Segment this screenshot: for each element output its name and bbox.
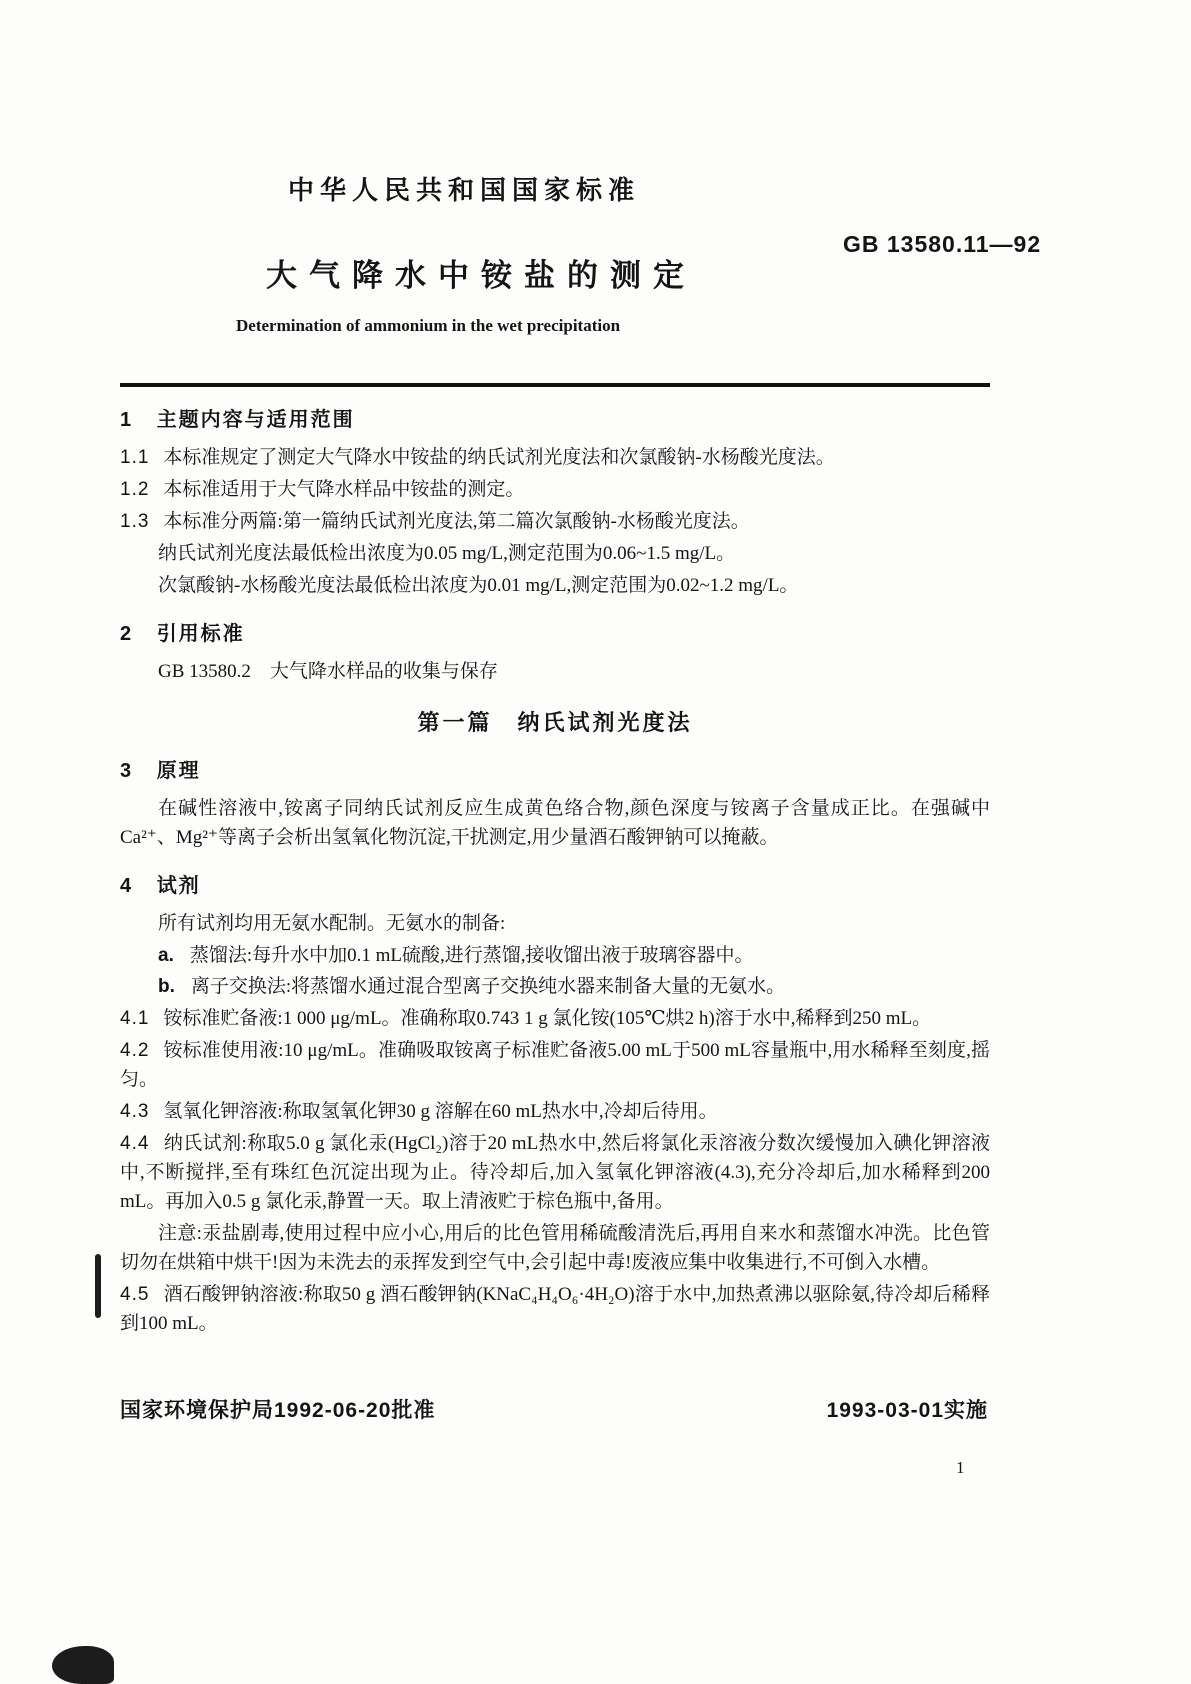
clause-text: 本标准规定了测定大气降水中铵盐的纳氏试剂光度法和次氯酸钠-水杨酸光度法。: [163, 447, 835, 468]
clause-number: 4.5: [120, 1284, 150, 1305]
page-number: 1: [956, 1458, 965, 1477]
clause-text: 铵标准使用液:10 μg/mL。准确吸取铵离子标准贮备液5.00 mL于500 mL容量瓶中,用水稀释至刻度,摇匀。: [120, 1040, 990, 1090]
clause-1-2: [120, 475, 990, 504]
section-2-number: 2: [120, 623, 132, 645]
document-body: [120, 406, 990, 1341]
clause-text: 纳氏试剂:称取5.0 g 氯化汞(HgCl₂)溶于20 mL热水中,然后将氯化汞溶液分数次缓慢加入碘化钾溶液中,不断搅拌,至有珠红色沉淀出现为止。待冷却后,加入氢氧化钾溶液(4.3),充分冷却后,加水稀释到200 mL。再加入0.5 g 氯化汞,静置一天。取上清液贮于棕色瓶中,备用。: [120, 1133, 990, 1212]
section-4-title: 试剂: [156, 875, 201, 897]
header-divider: [120, 383, 990, 387]
approval-authority-date: 国家环境保护局1992-06-20批准: [120, 1399, 436, 1422]
section-4-heading: [120, 872, 990, 901]
clause-number: 1.3: [120, 511, 150, 532]
clause-number: 1.2: [120, 479, 150, 500]
scan-artifact: [52, 1646, 114, 1684]
clause-text: 酒石酸钾钠溶液:称取50 g 酒石酸钾钠(KNaC₄H₄O₆·4H₂O)溶于水中,加热煮沸以驱除氨,待冷却后稀释到100 mL。: [120, 1284, 990, 1334]
method-label: a.: [158, 945, 174, 966]
clause-number: 4.3: [120, 1101, 150, 1122]
reagents-intro: 所有试剂均用无氨水配制。无氨水的制备:: [158, 913, 506, 934]
clause-text: 本标准适用于大气降水样品中铵盐的测定。: [163, 479, 525, 500]
clause-number: 1.1: [120, 447, 150, 468]
document-title-chinese: 大气降水中铵盐的测定: [266, 258, 696, 293]
scan-artifact: [95, 1254, 101, 1318]
clause-4-1: [120, 1004, 990, 1033]
clause-1-1: [120, 443, 990, 472]
standard-type-label: 中华人民共和国国家标准: [288, 175, 641, 205]
implementation-date: 1993-03-01实施: [826, 1399, 988, 1422]
clause-4-3: [120, 1097, 990, 1126]
section-1-heading: [120, 406, 990, 435]
section-2-title: 引用标准: [156, 623, 245, 645]
referenced-standard: GB 13580.2 大气降水样品的收集与保存: [158, 661, 498, 682]
section-3-title: 原理: [156, 760, 201, 782]
clause-text: 铵标准贮备液:1 000 μg/mL。准确称取0.743 1 g 氯化铵(105℃烘2 h)溶于水中,稀释到250 mL。: [163, 1008, 932, 1029]
clause-1-3: [120, 507, 990, 536]
principle-paragraph: 在碱性溶液中,铵离子同纳氏试剂反应生成黄色络合物,颜色深度与铵离子含量成正比。在强碱中Ca²⁺、Mg²⁺等离子会析出氢氧化物沉淀,干扰测定,用少量酒石酸钾钠可以掩蔽。: [120, 798, 990, 848]
mercury-caution-paragraph: 注意:汞盐剧毒,使用过程中应小心,用后的比色管用稀硫酸清洗后,再用自来水和蒸馏水冲洗。比色管切勿在烘箱中烘干!因为未洗去的汞挥发到空气中,会引起中毒!废液应集中收集进行,不可倒入水槽。: [120, 1223, 990, 1273]
section-1-number: 1: [120, 409, 132, 431]
clause-4-5: [120, 1280, 990, 1338]
section-4-number: 4: [120, 875, 132, 897]
clause-4-2: [120, 1036, 990, 1094]
method-label: b.: [158, 976, 175, 997]
clause-text: 氢氧化钾溶液:称取氢氧化钾30 g 溶解在60 mL热水中,冷却后待用。: [163, 1101, 718, 1122]
section-2-heading: [120, 620, 990, 649]
document-title-english: Determination of ammonium in the wet precipitation: [236, 316, 621, 335]
clause-4-4: [120, 1129, 990, 1216]
part-1-title: 第一篇 纳氏试剂光度法: [417, 710, 693, 735]
method-text: 蒸馏法:每升水中加0.1 mL硫酸,进行蒸馏,接收馏出液于玻璃容器中。: [189, 945, 754, 966]
clause-number: 4.4: [120, 1133, 150, 1154]
clause-number: 4.1: [120, 1008, 150, 1029]
clause-text: 本标准分两篇:第一篇纳氏试剂光度法,第二篇次氯酸钠-水杨酸光度法。: [163, 511, 750, 532]
method-a-distillation: [120, 941, 990, 970]
section-3-heading: [120, 757, 990, 786]
method-text: 离子交换法:将蒸馏水通过混合型离子交换纯水器来制备大量的无氨水。: [190, 976, 786, 997]
section-3-number: 3: [120, 760, 132, 782]
detection-limit-note-nessler: 纳氏试剂光度法最低检出浓度为0.05 mg/L,测定范围为0.06~1.5 mg/L。: [158, 543, 736, 564]
standard-code: GB 13580.11—92: [843, 231, 1042, 257]
clause-number: 4.2: [120, 1040, 150, 1061]
section-1-title: 主题内容与适用范围: [156, 409, 355, 431]
method-b-ion-exchange: [120, 972, 990, 1001]
detection-limit-note-salicylate: 次氯酸钠-水杨酸光度法最低检出浓度为0.01 mg/L,测定范围为0.02~1.2 mg/L。: [158, 575, 799, 596]
